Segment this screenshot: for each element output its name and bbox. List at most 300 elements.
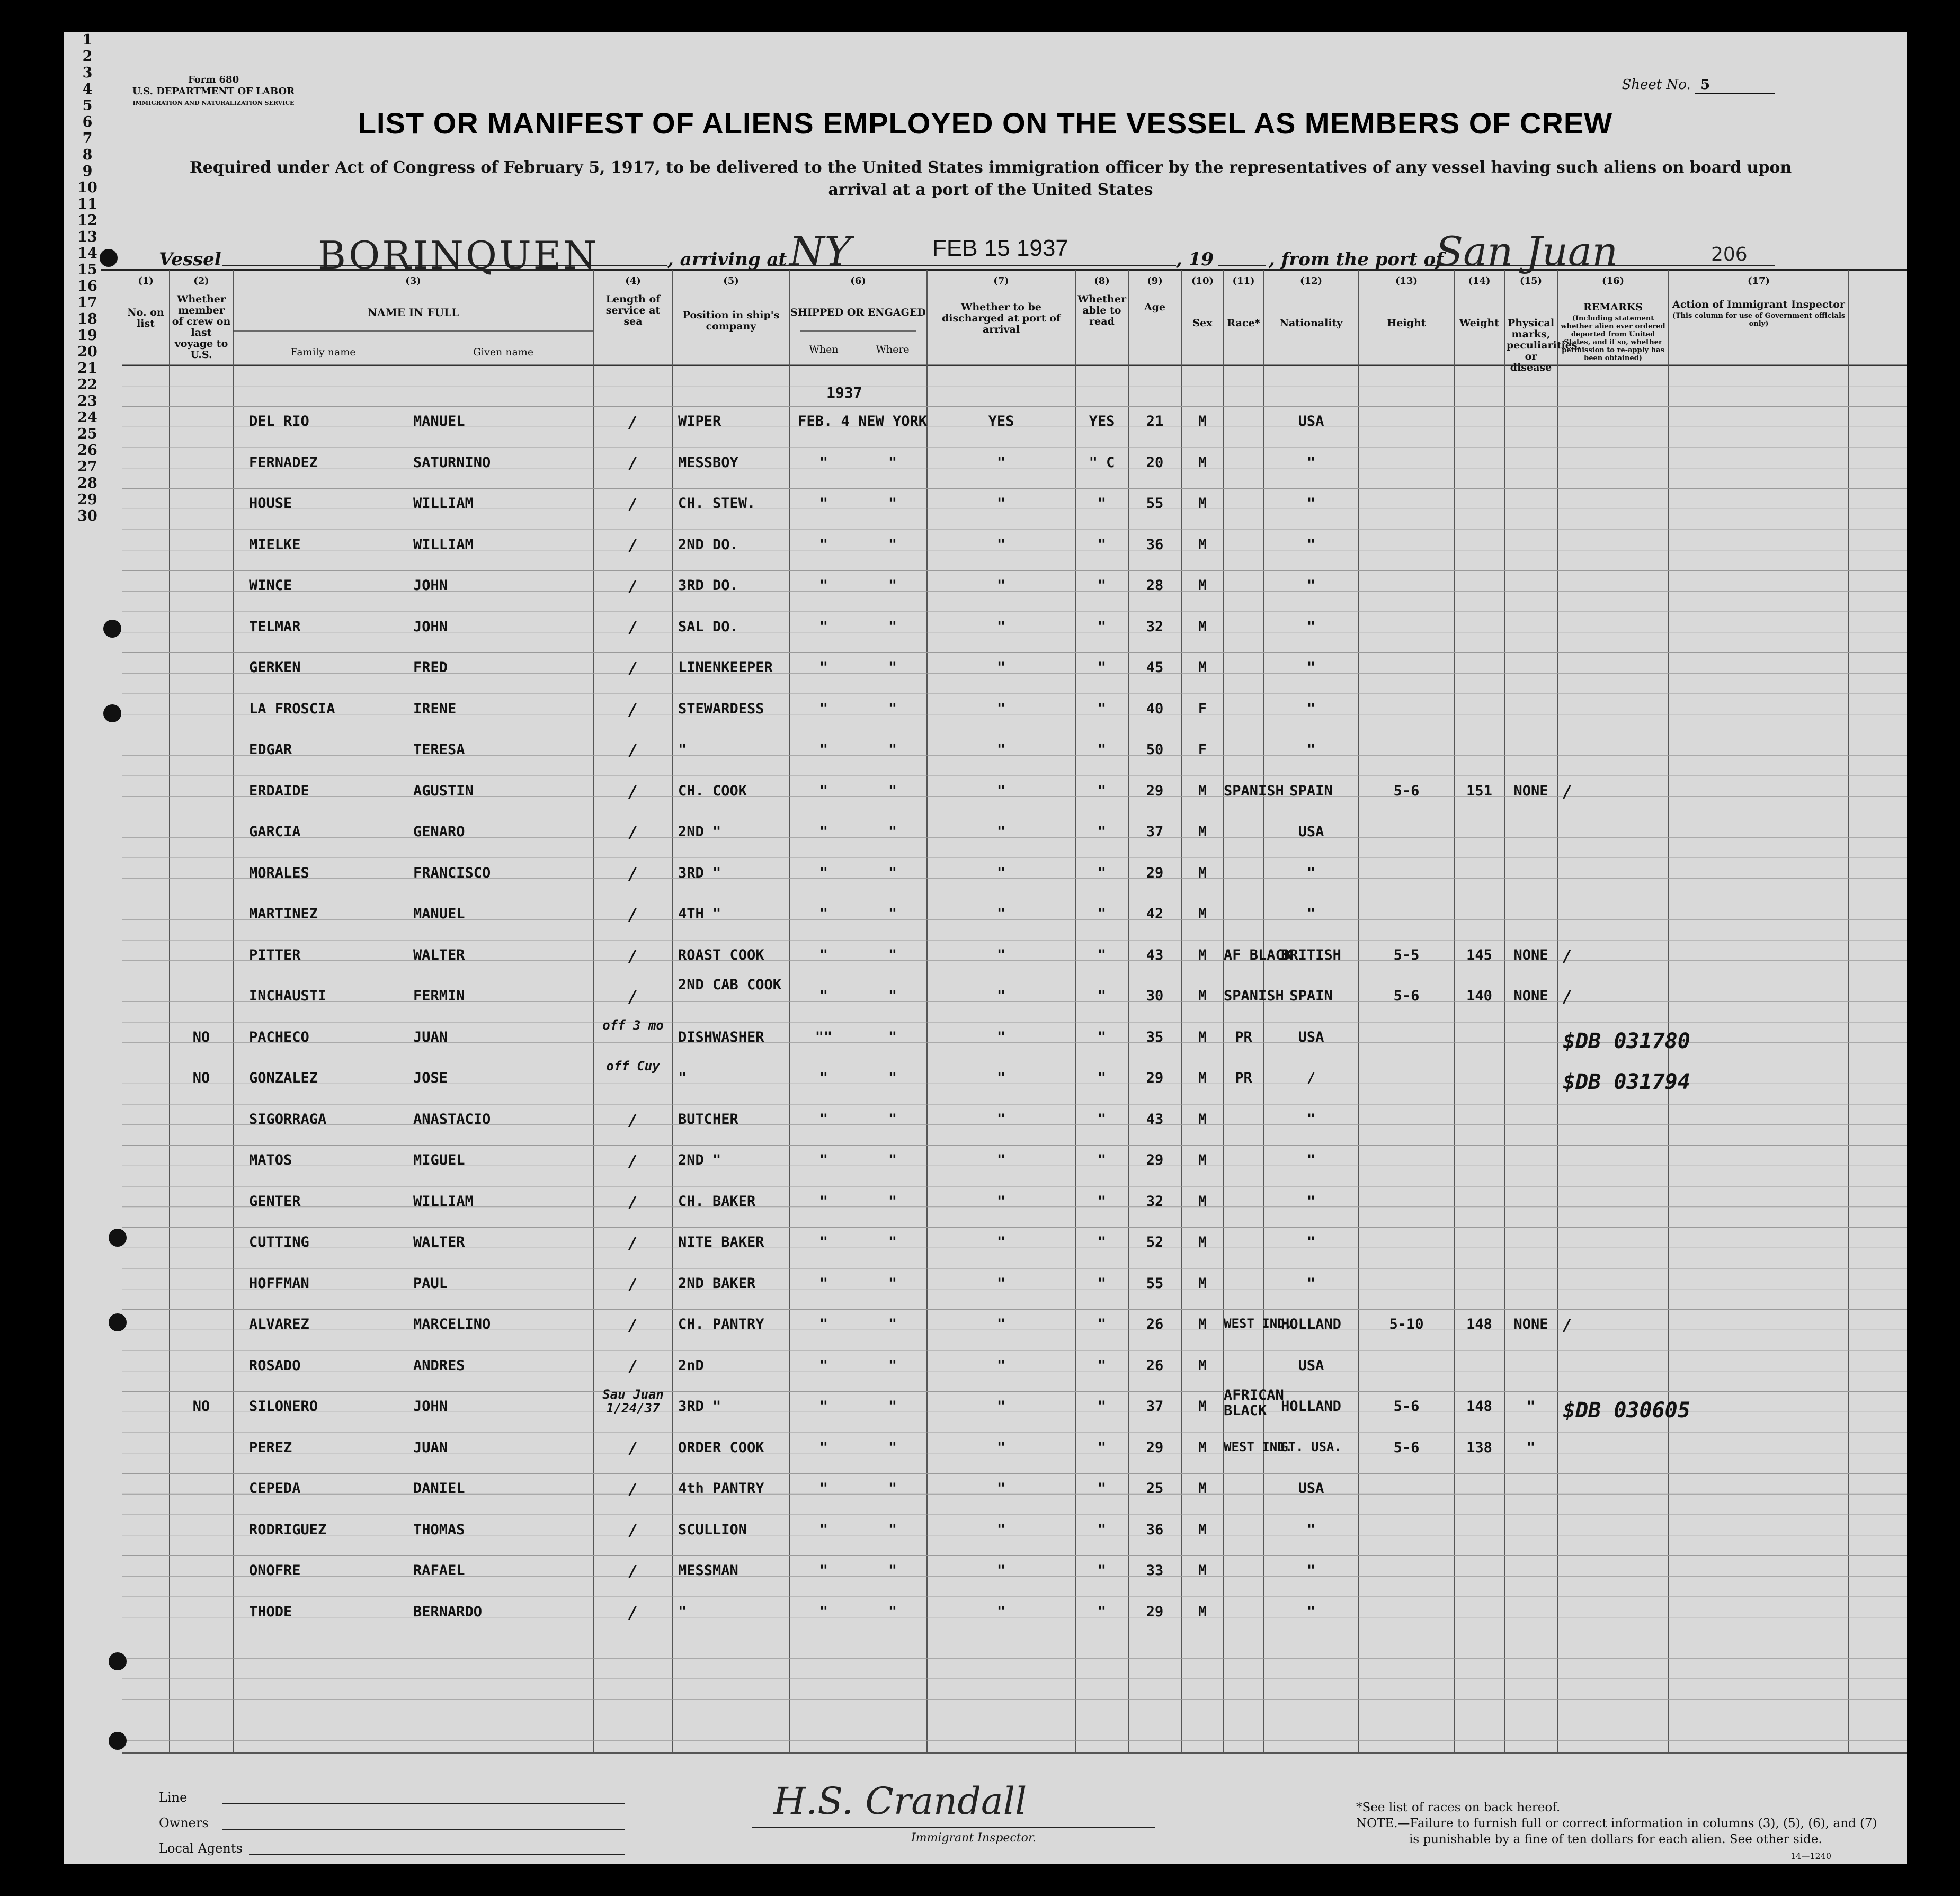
discharged: " — [996, 1193, 1006, 1210]
given-name: PAUL — [413, 1275, 448, 1292]
shipped-where: " — [888, 618, 897, 635]
column-header: REMARKS — [1583, 301, 1643, 313]
age: 36 — [1146, 1521, 1164, 1538]
column-number: (13) — [1395, 275, 1418, 287]
nationality: GT. USA. — [1280, 1439, 1342, 1454]
nationality: " — [1306, 577, 1316, 594]
column-number: (2) — [193, 275, 209, 287]
discharged: " — [996, 536, 1006, 553]
nationality: " — [1306, 1193, 1316, 1210]
shipped-where: " — [888, 1070, 897, 1086]
family-name: PEREZ — [249, 1439, 292, 1456]
sheet-number-value: 5 — [1695, 77, 1775, 94]
family-name: MIELKE — [249, 536, 301, 553]
able-to-read: " C — [1089, 454, 1115, 471]
service-length: / — [628, 741, 638, 760]
discharged: " — [996, 824, 1006, 840]
nationality: USA — [1298, 1029, 1324, 1045]
shipped-where: " — [888, 1316, 897, 1332]
nationality: " — [1306, 1521, 1316, 1538]
row-number: 14 — [77, 245, 97, 262]
discharged: " — [996, 1275, 1006, 1292]
position: 3RD " — [678, 864, 721, 881]
shipped-where: " — [888, 700, 897, 717]
service-length: / — [628, 1193, 638, 1212]
age: 52 — [1146, 1234, 1164, 1250]
service-length: / — [628, 618, 638, 637]
shipped-where: " — [888, 741, 897, 758]
family-name: EDGAR — [249, 741, 292, 758]
nationality: " — [1306, 618, 1316, 635]
given-name: MANUEL — [413, 906, 465, 922]
shipped-where: " — [888, 1521, 897, 1538]
position: CH. BAKER — [678, 1193, 756, 1210]
shipped-where: " — [888, 1029, 897, 1045]
column-number: (15) — [1519, 275, 1543, 287]
shipped-when: " — [819, 659, 828, 676]
discharged: " — [996, 782, 1006, 799]
nationality: " — [1306, 1111, 1316, 1128]
column-header-sub: (Including statement whether alien ever ordered deported from United States, and if so, whether permission to re-apply has been obtained) — [1561, 315, 1665, 362]
position: 2ND DO. — [678, 536, 738, 553]
given-name: ANASTACIO — [413, 1111, 491, 1128]
column-header: Nationality — [1279, 317, 1343, 329]
family-name: ROSADO — [249, 1357, 301, 1374]
shipped-when: " — [819, 1234, 828, 1250]
column-header: Action of Immigrant Inspector — [1672, 299, 1845, 310]
row-number: 29 — [77, 491, 97, 508]
sex: M — [1198, 577, 1207, 594]
column-header-family: Family name — [290, 346, 356, 358]
able-to-read: " — [1097, 1316, 1107, 1332]
position: " — [678, 1070, 687, 1086]
given-name: TERESA — [413, 741, 465, 758]
family-name: SIGORRAGA — [249, 1111, 327, 1128]
physical-marks: " — [1526, 1398, 1536, 1415]
age: 21 — [1146, 413, 1164, 430]
position: LINENKEEPER — [678, 659, 773, 676]
column-number: (5) — [723, 275, 739, 287]
height: 5-6 — [1393, 1439, 1420, 1456]
given-name: IRENE — [413, 700, 457, 717]
service-length: / — [628, 536, 638, 555]
service-length: Sau Juan 1/24/37 — [602, 1387, 664, 1416]
column-number: (14) — [1468, 275, 1491, 287]
penalty-note-2: is punishable by a fine of ten dollars for each alien. See other side. — [1409, 1832, 1822, 1846]
race: SPANISH — [1224, 782, 1284, 799]
position: WIPER — [678, 413, 721, 430]
age: 55 — [1146, 495, 1164, 512]
column-header-given: Given name — [473, 346, 534, 358]
physical-marks: " — [1526, 1439, 1536, 1456]
able-to-read: " — [1097, 1603, 1107, 1620]
sex: M — [1198, 1111, 1207, 1128]
sex: M — [1198, 1357, 1207, 1374]
position: ORDER COOK — [678, 1439, 764, 1456]
column-number: (10) — [1191, 275, 1214, 287]
family-name: CUTTING — [249, 1234, 309, 1250]
discharged: " — [996, 1398, 1006, 1415]
position: 4TH " — [678, 906, 721, 922]
able-to-read: " — [1097, 1357, 1107, 1374]
shipped-when: FEB. 4 — [798, 413, 850, 430]
race: WEST IND. — [1224, 1316, 1293, 1331]
inspector-label: Immigrant Inspector. — [911, 1831, 1036, 1845]
height: 5-6 — [1393, 988, 1420, 1004]
able-to-read: " — [1097, 1480, 1107, 1497]
service-length: / — [628, 864, 638, 883]
nationality: USA — [1298, 413, 1324, 430]
row-number: 12 — [77, 212, 97, 229]
position: ROAST COOK — [678, 946, 764, 963]
age: 35 — [1146, 1029, 1164, 1045]
position: CH. COOK — [678, 782, 747, 799]
service-length: / — [628, 1152, 638, 1170]
age: 50 — [1146, 741, 1164, 758]
position: MESSMAN — [678, 1562, 738, 1579]
column-header: Whether able to read — [1077, 293, 1126, 327]
row-number: 3 — [82, 65, 93, 81]
shipped-where: " — [888, 988, 897, 1004]
age: 26 — [1146, 1316, 1164, 1332]
shipped-when: " — [819, 1562, 828, 1579]
age: 20 — [1146, 454, 1164, 471]
service-length: / — [628, 1275, 638, 1294]
family-name: CEPEDA — [249, 1480, 301, 1497]
sex: M — [1198, 946, 1207, 963]
age: 36 — [1146, 536, 1164, 553]
sex: M — [1198, 536, 1207, 553]
row-number: 24 — [77, 409, 97, 426]
family-name: FERNADEZ — [249, 454, 318, 471]
physical-marks: NONE — [1513, 988, 1548, 1004]
previous-voyage: NO — [192, 1029, 210, 1045]
sex: M — [1198, 1152, 1207, 1168]
column-number: (6) — [850, 275, 866, 287]
discharged: " — [996, 946, 1006, 963]
able-to-read: " — [1097, 824, 1107, 840]
discharged: " — [996, 1521, 1006, 1538]
sex: M — [1198, 1070, 1207, 1086]
discharged: " — [996, 454, 1006, 471]
race: AF BLACK — [1224, 946, 1293, 963]
shipped-where: " — [888, 577, 897, 594]
position: CH. PANTRY — [678, 1316, 764, 1332]
shipped-where: " — [888, 1234, 897, 1250]
physical-marks: NONE — [1513, 782, 1548, 799]
able-to-read: " — [1097, 741, 1107, 758]
age: 43 — [1146, 946, 1164, 963]
discharged: " — [996, 1029, 1006, 1045]
family-name: GENTER — [249, 1193, 301, 1210]
age: 32 — [1146, 618, 1164, 635]
sex: M — [1198, 1521, 1207, 1538]
given-name: WILLIAM — [413, 1193, 474, 1210]
row-number: 7 — [82, 130, 93, 147]
sex: M — [1198, 824, 1207, 840]
shipped-when: " — [819, 1521, 828, 1538]
remarks: $DB 031794 — [1563, 1070, 1690, 1094]
shipped-where: " — [888, 454, 897, 471]
service-length: / — [628, 824, 638, 842]
inspector-signature: H.S. Crandall — [773, 1779, 1027, 1823]
age: 37 — [1146, 824, 1164, 840]
sex: F — [1198, 700, 1207, 717]
column-number: (1) — [138, 275, 154, 287]
nationality: " — [1306, 536, 1316, 553]
family-name: MORALES — [249, 864, 309, 881]
able-to-read: " — [1097, 536, 1107, 553]
position: DISHWASHER — [678, 1029, 764, 1045]
nationality: / — [1306, 1070, 1316, 1086]
able-to-read: " — [1097, 1234, 1107, 1250]
able-to-read: " — [1097, 906, 1107, 922]
family-name: MARTINEZ — [249, 906, 318, 922]
service-length: / — [628, 1521, 638, 1540]
height: 5-6 — [1393, 782, 1420, 799]
able-to-read: " — [1097, 1562, 1107, 1579]
shipped-where: " — [888, 782, 897, 799]
given-name: RAFAEL — [413, 1562, 465, 1579]
discharged: YES — [988, 413, 1014, 430]
shipped-when: " — [819, 536, 828, 553]
able-to-read: " — [1097, 988, 1107, 1004]
age: 29 — [1146, 1070, 1164, 1086]
given-name: FERMIN — [413, 988, 465, 1004]
discharged: " — [996, 495, 1006, 512]
shipped-when: "" — [815, 1029, 833, 1045]
nationality: " — [1306, 741, 1316, 758]
able-to-read: " — [1097, 700, 1107, 717]
shipped-where: " — [888, 906, 897, 922]
form-identifier — [132, 74, 295, 109]
service-length: off Cuy — [606, 1059, 660, 1074]
physical-marks: NONE — [1513, 1316, 1548, 1332]
position: BUTCHER — [678, 1111, 738, 1128]
remarks: / — [1563, 988, 1573, 1006]
given-name: AGUSTIN — [413, 782, 474, 799]
nationality: " — [1306, 864, 1316, 881]
column-number: (7) — [993, 275, 1009, 287]
age: 32 — [1146, 1193, 1164, 1210]
position: 4th PANTRY — [678, 1480, 764, 1497]
service-length: off 3 mo — [602, 1017, 664, 1033]
able-to-read: " — [1097, 495, 1107, 512]
service-length: / — [628, 1111, 638, 1130]
position: 2ND BAKER — [678, 1275, 756, 1292]
row-number: 9 — [82, 163, 93, 180]
able-to-read: " — [1097, 1152, 1107, 1168]
physical-marks: NONE — [1513, 946, 1548, 963]
row-number: 21 — [77, 360, 97, 377]
column-header: Length of service at sea — [605, 293, 661, 327]
given-name: THOMAS — [413, 1521, 465, 1538]
sex: M — [1198, 1234, 1207, 1250]
given-name: WILLIAM — [413, 536, 474, 553]
manifest-sheet — [64, 32, 1907, 1864]
service-length: / — [628, 1316, 638, 1335]
discharged: " — [996, 659, 1006, 676]
able-to-read: " — [1097, 1193, 1107, 1210]
nationality: USA — [1298, 1357, 1324, 1374]
able-to-read: " — [1097, 1439, 1107, 1456]
nationality: USA — [1298, 824, 1324, 840]
age: 40 — [1146, 700, 1164, 717]
vessel-name: BORINQUEN — [318, 233, 599, 278]
punch-hole — [103, 704, 121, 722]
form-number: Form 680 — [188, 74, 239, 85]
column-header: Physical marks, peculiarities, or disease — [1507, 317, 1581, 373]
position: SCULLION — [678, 1521, 747, 1538]
column-header: No. on list — [127, 307, 164, 329]
row-number: 5 — [82, 97, 93, 114]
sex: M — [1198, 1562, 1207, 1579]
position: 2ND CAB COOK — [678, 977, 782, 993]
given-name: WALTER — [413, 946, 465, 963]
able-to-read: " — [1097, 782, 1107, 799]
nationality: " — [1306, 1152, 1316, 1168]
position: SAL DO. — [678, 618, 738, 635]
row-number: 30 — [77, 508, 97, 524]
position: NITE BAKER — [678, 1234, 764, 1250]
shipped-when: " — [819, 1316, 828, 1332]
family-name: GONZALEZ — [249, 1070, 318, 1086]
shipped-when: " — [819, 782, 828, 799]
row-number: 23 — [77, 393, 97, 409]
sex: M — [1198, 1439, 1207, 1456]
arriving-label: , arriving at — [667, 249, 787, 270]
remarks: / — [1563, 946, 1573, 965]
position: MESSBOY — [678, 454, 738, 471]
age: 43 — [1146, 1111, 1164, 1128]
able-to-read: " — [1097, 1398, 1107, 1415]
column-header-name: NAME IN FULL — [367, 306, 459, 319]
punch-hole — [109, 1229, 127, 1247]
position: " — [678, 1603, 687, 1620]
shipped-where: " — [888, 1603, 897, 1620]
able-to-read: " — [1097, 659, 1107, 676]
discharged: " — [996, 906, 1006, 922]
row-number: 11 — [77, 196, 97, 212]
family-name: HOFFMAN — [249, 1275, 309, 1292]
able-to-read: " — [1097, 1070, 1107, 1086]
sex: M — [1198, 906, 1207, 922]
family-name: PITTER — [249, 946, 301, 963]
family-name: RODRIGUEZ — [249, 1521, 327, 1538]
row-number: 8 — [82, 147, 93, 163]
discharged: " — [996, 741, 1006, 758]
able-to-read: " — [1097, 864, 1107, 881]
year-label: , 19 — [1176, 249, 1214, 270]
remarks: / — [1563, 1316, 1573, 1335]
given-name: ANDRES — [413, 1357, 465, 1374]
discharged: " — [996, 1316, 1006, 1332]
service-length: / — [628, 495, 638, 514]
discharged: " — [996, 700, 1006, 717]
column-header: Height — [1387, 317, 1426, 329]
family-name: TELMAR — [249, 618, 301, 635]
service-length: / — [628, 454, 638, 473]
age: 45 — [1146, 659, 1164, 676]
column-header-shipped: SHIPPED OR ENGAGED — [790, 307, 926, 318]
family-name: MATOS — [249, 1152, 292, 1168]
age: 29 — [1146, 1603, 1164, 1620]
able-to-read: " — [1097, 577, 1107, 594]
family-name: LA FROSCIA — [249, 700, 335, 717]
age: 29 — [1146, 1439, 1164, 1456]
discharged: " — [996, 1439, 1006, 1456]
service-length: / — [628, 1439, 638, 1458]
family-name: INCHAUSTI — [249, 988, 327, 1004]
shipped-where: " — [888, 1275, 897, 1292]
sheet-number-label: Sheet No. — [1622, 77, 1691, 93]
sex: M — [1198, 864, 1207, 881]
penalty-note-1: NOTE.—Failure to furnish full or correct information in columns (3), (5), (6), and (7) — [1356, 1817, 1877, 1830]
shipped-when: " — [819, 454, 828, 471]
sex: M — [1198, 988, 1207, 1004]
height: 5-6 — [1393, 1398, 1420, 1415]
weight: 148 — [1466, 1316, 1492, 1332]
given-name: DANIEL — [413, 1480, 465, 1497]
given-name: WILLIAM — [413, 495, 474, 512]
sex: M — [1198, 1193, 1207, 1210]
departure-port: San Juan — [1436, 228, 1618, 275]
able-to-read: " — [1097, 618, 1107, 635]
remarks: / — [1563, 782, 1573, 801]
shipped-where: " — [888, 1357, 897, 1374]
discharged: " — [996, 1111, 1006, 1128]
column-number: (11) — [1232, 275, 1255, 287]
row-number: 26 — [77, 442, 97, 459]
row-number: 20 — [77, 344, 97, 360]
previous-voyage: NO — [192, 1398, 210, 1415]
age: 25 — [1146, 1480, 1164, 1497]
sheet-number — [1622, 77, 1775, 94]
column-number: (16) — [1601, 275, 1625, 287]
race: PR — [1235, 1029, 1252, 1045]
shipped-when: " — [819, 1480, 828, 1497]
nationality: SPAIN — [1289, 782, 1333, 799]
given-name: JUAN — [413, 1029, 448, 1045]
given-name: FRED — [413, 659, 448, 676]
family-name: THODE — [249, 1603, 292, 1620]
shipped-where: " — [888, 1193, 897, 1210]
position: " — [678, 741, 687, 758]
sex: M — [1198, 659, 1207, 676]
row-number: 17 — [77, 294, 97, 311]
nationality: USA — [1298, 1480, 1324, 1497]
age: 29 — [1146, 864, 1164, 881]
nationality: " — [1306, 1234, 1316, 1250]
column-header: Race* — [1227, 317, 1260, 329]
column-number: (4) — [625, 275, 641, 287]
shipped-when: " — [819, 988, 828, 1004]
department: U.S. DEPARTMENT OF LABOR — [132, 86, 295, 97]
shipped-when: " — [819, 1603, 828, 1620]
family-name: ALVAREZ — [249, 1316, 309, 1332]
column-header-where: Where — [876, 344, 910, 355]
shipped-where: " — [888, 1439, 897, 1456]
age: 28 — [1146, 577, 1164, 594]
shipped-when: " — [819, 864, 828, 881]
column-number: (12) — [1299, 275, 1323, 287]
weight: 138 — [1466, 1439, 1492, 1456]
nationality: " — [1306, 454, 1316, 471]
form-code: 14—1240 — [1790, 1851, 1832, 1861]
race: SPANISH — [1224, 988, 1284, 1004]
given-name: JOHN — [413, 618, 448, 635]
weight: 148 — [1466, 1398, 1492, 1415]
